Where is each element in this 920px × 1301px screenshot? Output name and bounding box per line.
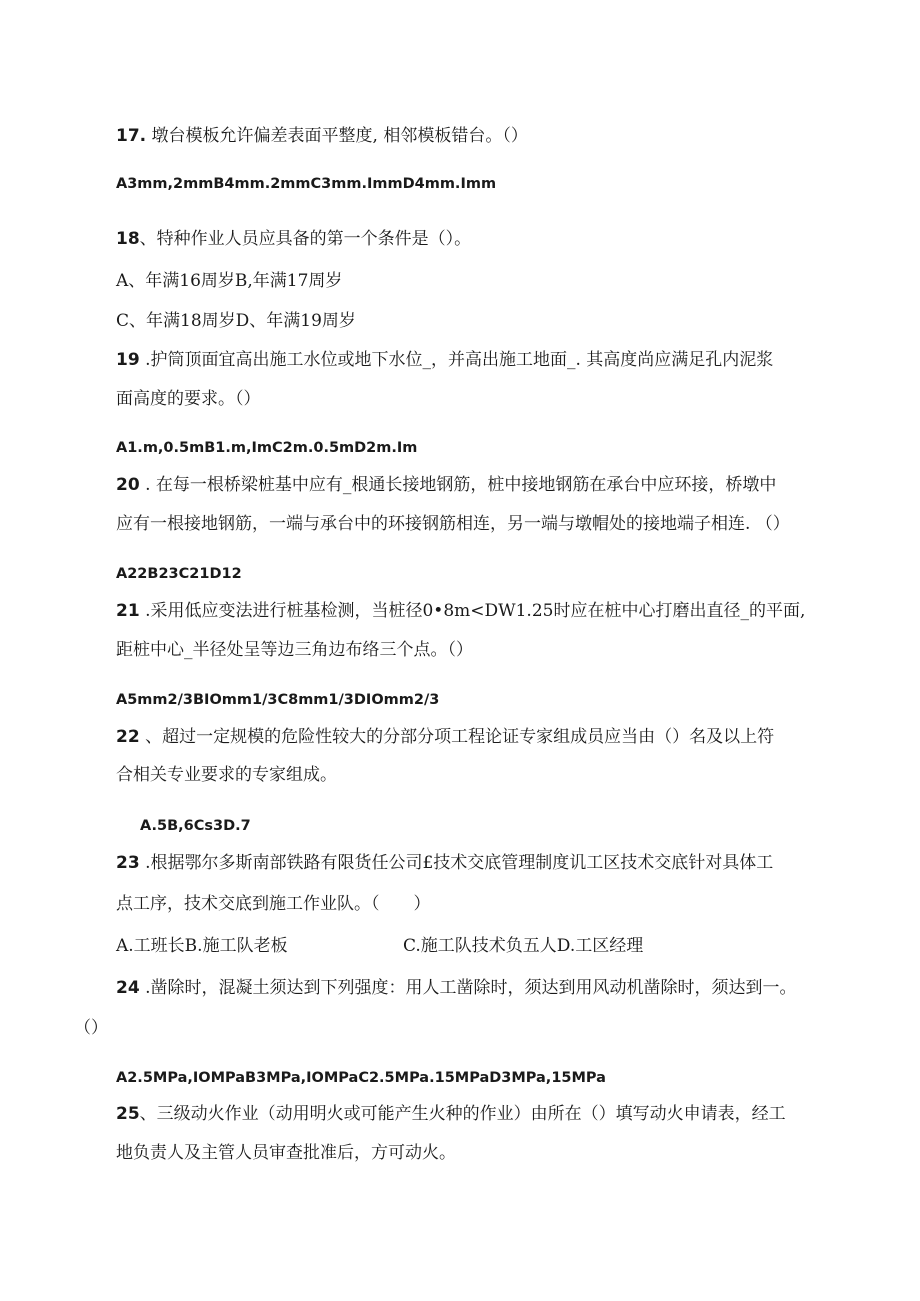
question-22-line-2: 合相关专业要求的专家组成。 [116, 765, 337, 785]
question-25-line-2: 地负责人及主管人员审查批准后，方可动火。 [116, 1143, 456, 1163]
question-text: 、三级动火作业（动用明火或可能产生火种的作业）由所在（）填写动火申请表，经工 [139, 1104, 786, 1124]
question-text: .凿除时，混凝土须达到下列强度：用人工凿除时，须达到用风动机凿除时，须达到一。 [139, 978, 797, 998]
question-24-line-2: （） [74, 1018, 108, 1038]
question-23-option-c-d: C.施工队技术负五人D.工区经理 [403, 936, 644, 956]
question-25-line-1 [116, 1103, 786, 1125]
question-number: 18 [116, 229, 140, 249]
question-17-options: A3mm,2mmB4mm.2mmC3mm.ImmD4mm.Imm [116, 176, 497, 192]
question-number: 22 [116, 727, 140, 747]
question-text: .护筒顶面宜高出施工水位或地下水位_，并高出施工地面_. 其高度尚应满足孔内泥浆 [139, 350, 774, 370]
question-20-line-1 [116, 474, 776, 496]
question-23-line-1 [116, 852, 773, 874]
question-24-line-1 [116, 977, 796, 999]
question-number: 20 [116, 475, 140, 495]
question-20-options: A22B23C21D12 [116, 566, 242, 582]
question-number: 19 [116, 350, 140, 370]
question-18-options-line-2: C、年满18周岁D、年满19周岁 [116, 311, 356, 331]
question-number: 23 [116, 853, 140, 873]
question-text: .根据鄂尔多斯南部铁路有限货任公司£技术交底管理制度讥工区技术交底针对具体工 [139, 853, 774, 873]
question-text: 墩台模板允许偏差表面平整度, 相邻模板错台。（） [146, 126, 528, 146]
question-number: 24 [116, 978, 140, 998]
question-number: 21 [116, 601, 140, 621]
question-number: 17. [116, 126, 147, 146]
question-23-option-a-b: A.工班长B.施工队老板 [116, 936, 288, 956]
question-22-options: A.5B,6Cs3D.7 [140, 818, 251, 834]
question-text: . 在每一根桥梁桩基中应有_根通长接地钢筋，桩中接地钢筋在承台中应环接，桥墩中 [139, 475, 777, 495]
question-22-line-1 [116, 726, 774, 748]
question-number: 25 [116, 1104, 140, 1124]
question-21-line-1 [116, 600, 805, 622]
question-20-line-2: 应有一根接地钢筋，一端与承台中的环接钢筋相连，另一端与墩帽处的接地端子相连. （） [116, 514, 790, 534]
question-24-options: A2.5MPa,IOMPaB3MPa,IOMPaC2.5MPa.15MPaD3MPa,15MPa [116, 1070, 606, 1086]
question-19-line-2: 面高度的要求。（） [116, 389, 261, 409]
question-17 [116, 125, 528, 147]
question-text: 、超过一定规模的危险性较大的分部分项工程论证专家组成员应当由（）名及以上符 [139, 727, 775, 747]
question-19-options: A1.m,0.5mB1.m,ImC2m.0.5mD2m.Im [116, 440, 418, 456]
question-text: 、特种作业人员应具备的第一个条件是（）。 [139, 229, 472, 249]
question-text: .采用低应变法进行桩基检测，当桩径0•8m<DW1.25时应在桩中心打磨出直径_的平面, [139, 601, 806, 621]
question-21-line-2: 距桩中心_半径处呈等边三角边布络三个点。（） [116, 640, 473, 660]
question-19-line-1 [116, 349, 773, 371]
question-18-options-line-1: A、年满16周岁B,年满17周岁 [116, 271, 343, 291]
question-18 [116, 228, 471, 250]
question-23-line-2: 点工序，技术交底到施工作业队。（ ） [116, 894, 431, 914]
question-21-options: A5mm2/3BIOmm1/3C8mm1/3DIOmm2/3 [116, 692, 440, 708]
